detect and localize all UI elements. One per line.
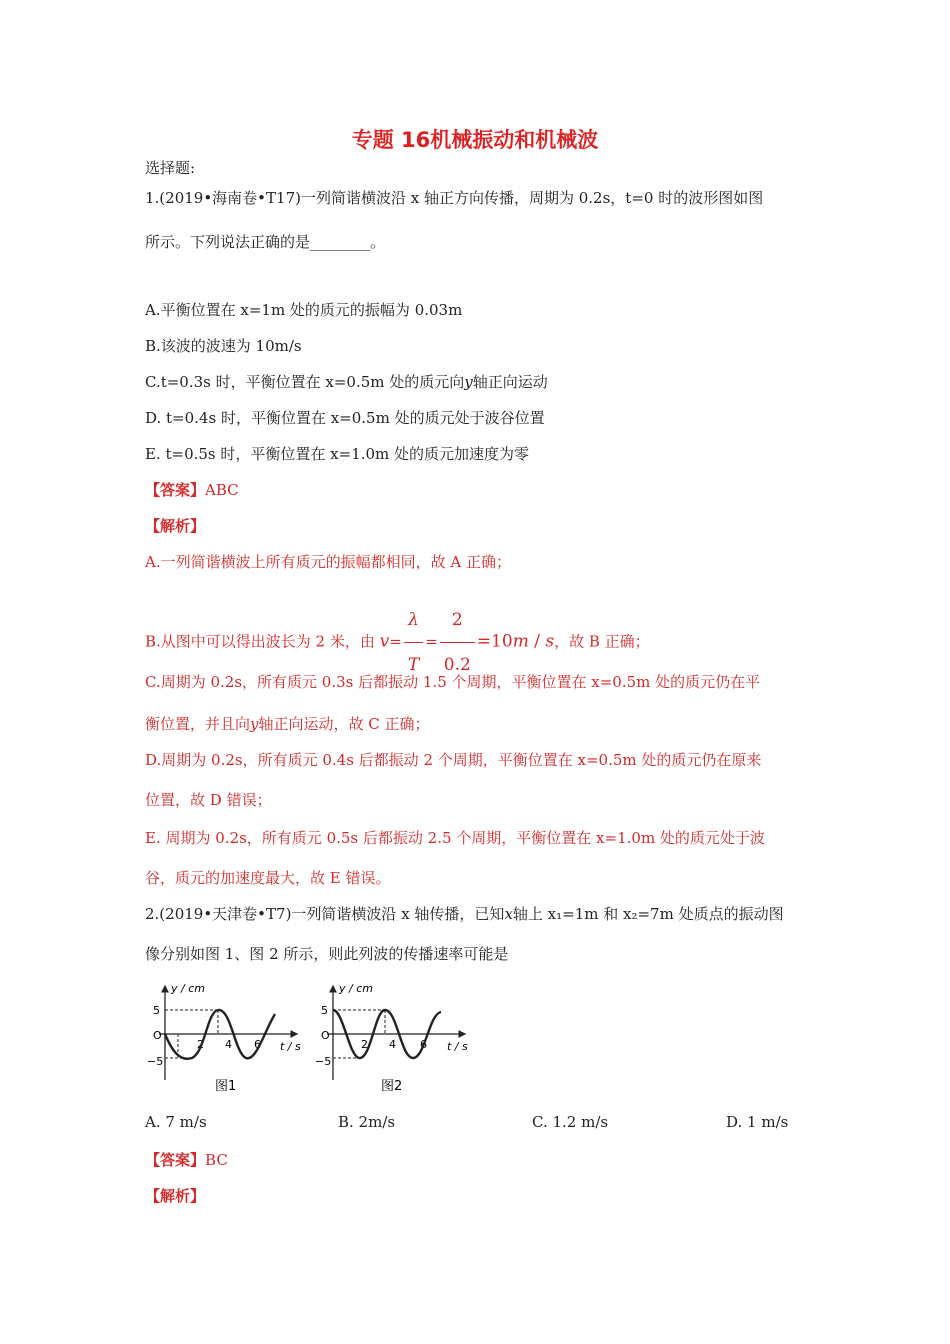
q1-answer-value: ABC [205,481,239,499]
q1-explanation-d-line2: 位置，故 D 错误； [145,791,272,809]
q1-option-c-var: y [464,373,473,391]
fig2-tick-y-neg5: −5 [315,1055,332,1068]
q1-option-d: D. t=0.4s 时，平衡位置在 x=0.5m 处的质元处于波谷位置 [145,409,545,427]
fig1-tick-x-6: 6 [254,1038,261,1051]
q1-analysis-tag: 【解析】 [145,517,206,535]
fig1-tick-x-2: 2 [197,1038,204,1051]
q2-option-d: D. 1 m/s [726,1113,789,1131]
q1-option-c-pre: C.t=0.3s 时，平衡位置在 x=0.5m 处的质元向 [145,373,465,391]
fig2-xlabel: t / s [447,1040,468,1053]
fig1-ylabel: y / cm [171,982,205,995]
q1-stem-line1: 1.(2019•海南卷•T17)一列简谐横波沿 x 轴正方向传播，周期为 0.2s，t=0 时的波形图如图 [145,189,764,207]
q1-explanation-e-line2: 谷，质元的加速度最大，故 E 错误。 [145,869,391,887]
fig2-origin: O [321,1029,330,1042]
section-heading: 选择题: [145,159,196,177]
q1-stem-line2: 所示。下列说法正确的是________。 [145,233,386,251]
q1-option-a: A.平衡位置在 x=1m 处的质元的振幅为 0.03m [145,301,463,319]
formula-v: v [379,631,390,652]
q2-option-c: C. 1.2 m/s [532,1113,609,1131]
q2-stem-line2: 像分别如图 1、图 2 所示，则此列波的传播速率可能是 [145,945,509,963]
q1-option-b: B.该波的波速为 10m/s [145,337,302,355]
fig2-tick-x-6: 6 [420,1038,427,1051]
q1-option-e: E. t=0.5s 时，平衡位置在 x=1.0m 处的质元加速度为零 [145,445,530,463]
q1-explanation-c-line2: 衡位置，并且向y轴正向运动，故 C 正确； [145,715,430,733]
fig1-origin: O [153,1029,162,1042]
figure-1 [147,982,301,1094]
figure-2 [315,982,468,1094]
q2-stem-line1: 2.(2019•天津卷•T7)一列简谐横波沿 x 轴传播，已知x轴上 x₁=1m 和 x₂=7m 处质点的振动图 [145,905,784,923]
fig1-tick-x-4: 4 [225,1038,232,1051]
fraction-lambda-over-t: $\frac{\lambda}{T}$ [404,598,423,687]
q2-option-a: A. 7 m/s [145,1113,207,1131]
q1-answer-tag: 【答案】 [145,481,206,499]
q1-explanation-d-line1: D.周期为 0.2s，所有质元 0.4s 后都振动 2 个周期，平衡位置在 x=0.5m 处的质元仍在原来 [145,751,762,769]
fig2-caption: 图2 [381,1079,403,1094]
q1-explanation-e-line1: E. 周期为 0.2s，所有质元 0.5s 后都振动 2.5 个周期，平衡位置在 x=1.0m 处的质元处于波 [145,829,765,847]
fraction-2-over-0.2: $\frac{2}{0.2}$ [440,598,475,687]
q1-answer [145,480,239,500]
page-title: 专题 16机械振动和机械波 [351,128,599,152]
q2-vibration-graphs [145,978,485,1096]
q2-analysis-tag: 【解析】 [145,1187,206,1205]
q2-option-b: B. 2m/s [338,1113,396,1131]
fig2-ylabel: y / cm [339,982,373,995]
fig2-tick-x-2: 2 [361,1038,368,1051]
q1-option-c-post: 轴正向运动 [472,373,548,391]
q1-explanation-b: B.从图中可以得出波长为 2 米，由 v= $\frac{\lambda}{T}$ = $\frac{2}{0.2}$ =10m / s，故 B 正确； [145,598,650,687]
q1-explanation-a: A.一列简谐横波上所有质元的振幅都相同，故 A 正确； [145,553,511,571]
fig2-tick-x-4: 4 [389,1038,396,1051]
q1-explanation-c-line1: C.周期为 0.2s，所有质元 0.3s 后都振动 1.5 个周期，平衡位置在 x=0.5m 处的质元仍在平 [145,673,761,691]
q2-answer: 【答案】BC [145,1151,228,1169]
fig2-tick-y-5: 5 [321,1004,328,1017]
fig1-tick-y-neg5: −5 [147,1055,164,1068]
fig1-xlabel: t / s [280,1040,301,1053]
fig1-tick-y-5: 5 [153,1004,160,1017]
q1-option-c [145,372,548,392]
fig1-caption: 图1 [215,1079,237,1094]
